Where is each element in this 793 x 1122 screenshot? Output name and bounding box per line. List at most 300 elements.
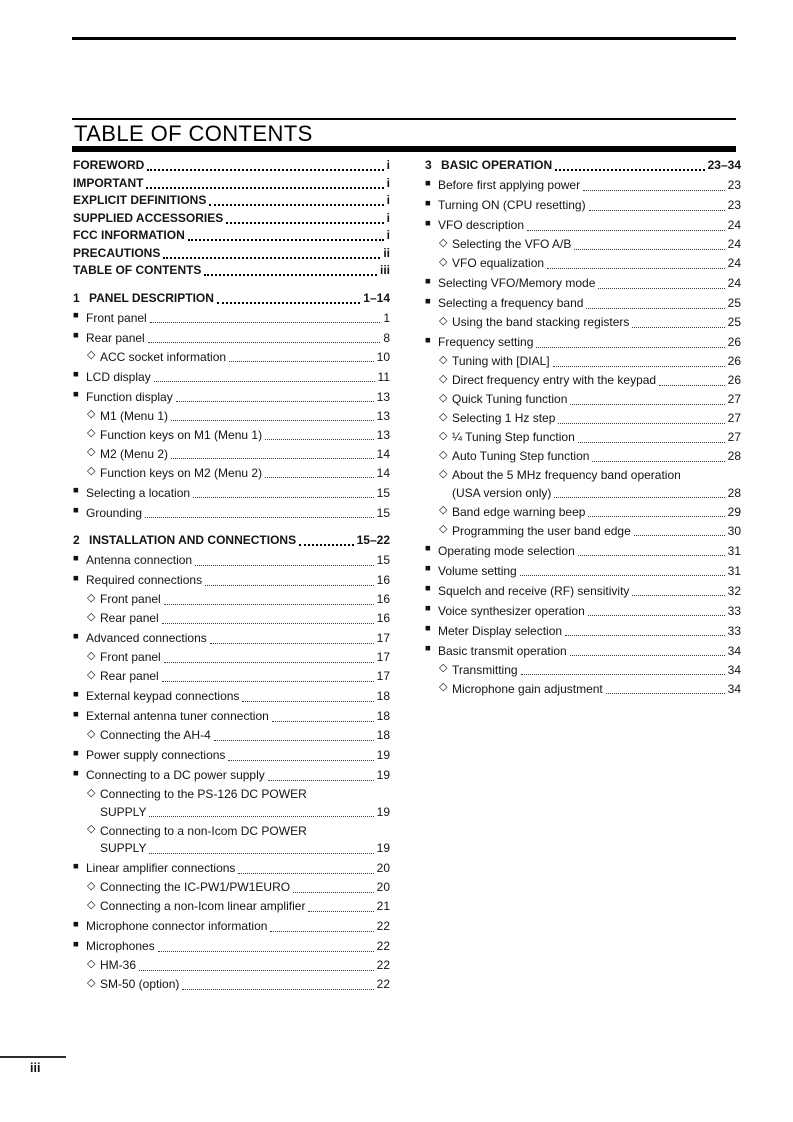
toc-entry [73, 785, 390, 822]
entry-line [425, 540, 741, 560]
entry-label: Power supply connections [86, 748, 226, 762]
entry-page: iii [379, 263, 390, 277]
diamond-bullet-icon: ◇ [87, 610, 96, 623]
entry-label: PRECAUTIONS [73, 245, 161, 260]
entry-label: HM-36 [100, 958, 137, 972]
diamond-bullet-icon: ◇ [87, 823, 96, 835]
diamond-bullet-icon: ◇ [439, 391, 448, 404]
section-title: PANEL DESCRIPTION [89, 290, 214, 305]
square-bullet-icon: ■ [73, 310, 79, 321]
diamond-bullet-icon: ◇ [87, 427, 96, 439]
dot-leader [583, 190, 725, 191]
toc-entry [425, 640, 741, 660]
toc-entry [73, 878, 390, 897]
entry-line [73, 706, 390, 726]
toc-entry [73, 570, 390, 590]
entry-label: ¼ Tuning Step function [452, 430, 575, 444]
entry-label: External antenna tuner connection [86, 709, 269, 723]
entry-page: i [386, 210, 390, 225]
toc-entry [73, 502, 390, 522]
entry-label: Selecting VFO/Memory mode [438, 276, 596, 290]
entry-label: Required connections [86, 573, 203, 587]
entry-page: 28 [727, 449, 741, 463]
entry-label: Volume setting [438, 563, 517, 578]
toc-entry [73, 706, 390, 726]
entry-label: Auto Tuning Step function [452, 449, 590, 463]
diamond-bullet-icon: ◇ [439, 314, 448, 327]
entry-line [73, 916, 390, 936]
square-bullet-icon: ■ [425, 643, 431, 654]
entry-line [73, 726, 390, 745]
title-underline-bar [72, 146, 736, 152]
entry-line [73, 570, 390, 590]
entry-line [425, 332, 741, 352]
entry-label: Microphone connector information [86, 919, 268, 933]
toc-entry [73, 686, 390, 706]
dot-leader [147, 169, 383, 171]
entry-line [73, 745, 390, 765]
diamond-bullet-icon: ◇ [87, 649, 96, 662]
entry-page: 1 [383, 310, 390, 325]
dot-leader [226, 222, 383, 224]
toc-entry [73, 858, 390, 878]
front-matter-entry [73, 227, 390, 245]
entry-line [425, 580, 741, 600]
toc-entry [73, 916, 390, 936]
entry-page: 22 [376, 958, 390, 972]
entry-page: 23 [727, 198, 741, 212]
diamond-bullet-icon: ◇ [439, 410, 448, 423]
entry-line [425, 502, 741, 521]
square-bullet-icon: ■ [73, 630, 79, 642]
toc-entry [73, 366, 390, 386]
entry-page: 19 [376, 768, 390, 782]
toc-entry [73, 936, 390, 956]
entry-label: Function keys on M2 (Menu 2) [100, 465, 263, 480]
entry-line [425, 215, 741, 235]
entry-line [425, 293, 741, 313]
entry-label: Front panel [100, 592, 161, 606]
entry-continuation-line [73, 804, 390, 822]
toc-entry [425, 620, 741, 640]
entry-label: Turning ON (CPU resetting) [438, 198, 586, 212]
dot-leader [149, 853, 373, 854]
toc-entry [425, 560, 741, 580]
dot-leader [598, 288, 724, 289]
entry-page: 25 [727, 315, 741, 329]
entry-label: Rear panel [100, 611, 159, 625]
entry-line [73, 936, 390, 956]
dot-leader [171, 420, 374, 421]
diamond-bullet-icon: ◇ [87, 668, 96, 681]
square-bullet-icon: ■ [73, 369, 79, 380]
entry-label: Rear panel [100, 669, 159, 683]
toc-left-column [73, 157, 390, 994]
dot-leader [195, 565, 374, 566]
entry-line [73, 878, 390, 897]
entry-page: 13 [376, 408, 390, 423]
square-bullet-icon: ■ [425, 334, 431, 346]
toc-entry [425, 679, 741, 698]
entry-page: 24 [727, 237, 741, 251]
entry-label: Basic transmit operation [438, 643, 567, 658]
dot-leader [606, 693, 725, 694]
entry-line [425, 254, 741, 273]
entry-line [425, 620, 741, 640]
dot-leader [164, 662, 374, 663]
diamond-bullet-icon: ◇ [87, 591, 96, 604]
square-bullet-icon: ■ [425, 217, 431, 229]
dot-leader [242, 701, 373, 702]
toc-entry [425, 254, 741, 273]
entry-line [73, 550, 390, 570]
entry-page: 8 [383, 330, 390, 345]
dot-leader [553, 366, 725, 367]
toc-entry [425, 273, 741, 293]
entry-label: Transmitting [452, 662, 518, 677]
footer-page-number: iii [30, 1061, 41, 1075]
diamond-bullet-icon: ◇ [439, 523, 448, 535]
entry-line [73, 307, 390, 327]
entry-page: 18 [376, 709, 390, 723]
entry-line [73, 482, 390, 502]
entry-page: 17 [376, 631, 390, 645]
entry-page: 19 [376, 804, 390, 819]
square-bullet-icon: ■ [73, 389, 79, 400]
entry-label: SUPPLY [100, 804, 147, 819]
entry-page: 10 [376, 349, 390, 364]
dot-leader [570, 404, 724, 405]
entry-line [73, 444, 390, 463]
dot-leader [139, 970, 374, 971]
entry-line [73, 765, 390, 785]
dot-leader [521, 674, 725, 675]
toc-entry [425, 215, 741, 235]
entry-page: 17 [376, 650, 390, 664]
entry-line [425, 560, 741, 580]
dot-leader [520, 575, 725, 576]
entry-page: 17 [376, 669, 390, 683]
entry-page: i [386, 175, 390, 190]
entry-label: Band edge warning beep [452, 504, 586, 519]
diamond-bullet-icon: ◇ [439, 372, 448, 385]
entry-label: About the 5 MHz frequency band operation [452, 468, 681, 482]
toc-entry [73, 425, 390, 444]
footer-rule [0, 1056, 66, 1058]
entry-line [73, 502, 390, 522]
entry-label: Frequency setting [438, 335, 534, 349]
diamond-bullet-icon: ◇ [439, 255, 448, 268]
toc-entry [73, 897, 390, 916]
toc-entry [425, 293, 741, 313]
dot-leader [592, 461, 724, 462]
entry-label: M2 (Menu 2) [100, 446, 169, 461]
entry-line [425, 235, 741, 254]
diamond-bullet-icon: ◇ [439, 681, 448, 693]
toc-entry [73, 609, 390, 628]
entry-line [425, 390, 741, 409]
toc-entry [425, 195, 741, 215]
front-matter-entry [73, 262, 390, 280]
title-top-line [72, 118, 736, 120]
square-bullet-icon: ■ [425, 295, 431, 307]
square-bullet-icon: ■ [425, 177, 431, 189]
entry-page: 26 [727, 335, 741, 349]
entry-label: Microphone gain adjustment [452, 681, 603, 696]
dot-leader [547, 268, 725, 269]
front-matter-entry [73, 175, 390, 193]
section-number: 3 [425, 158, 432, 172]
square-bullet-icon: ■ [73, 688, 79, 700]
entry-line [425, 466, 741, 485]
entry-page: ii [383, 245, 390, 260]
entry-page: 19 [376, 841, 390, 855]
entry-label: Selecting the VFO A/B [452, 237, 572, 251]
entry-page: 27 [727, 392, 741, 406]
section-title: INSTALLATION AND CONNECTIONS [89, 533, 297, 547]
entry-page: 15 [376, 485, 390, 500]
toc-entry [73, 667, 390, 686]
entry-label: Front panel [100, 650, 161, 664]
diamond-bullet-icon: ◇ [439, 504, 448, 516]
section-pages: 23–34 [707, 158, 741, 172]
entry-label: Advanced connections [86, 631, 207, 645]
entry-label: TABLE OF CONTENTS [73, 263, 202, 277]
toc-entry [73, 956, 390, 975]
diamond-bullet-icon: ◇ [87, 349, 96, 361]
toc-entry [425, 235, 741, 254]
square-bullet-icon: ■ [73, 708, 79, 720]
toc-entry [73, 975, 390, 994]
dot-leader [632, 595, 724, 596]
diamond-bullet-icon: ◇ [87, 898, 96, 911]
dot-leader [214, 740, 374, 741]
toc-entry [73, 347, 390, 366]
toc-entry [73, 726, 390, 745]
entry-page: 20 [376, 861, 390, 875]
entry-page: 16 [376, 592, 390, 606]
entry-label: Direct frequency entry with the keypad [452, 373, 657, 387]
entry-page: 11 [377, 369, 390, 384]
toc-entry [425, 600, 741, 620]
entry-label: SUPPLY [100, 841, 147, 855]
dot-leader [162, 681, 374, 682]
toc-entry [73, 482, 390, 502]
square-bullet-icon: ■ [425, 583, 431, 594]
entry-label: Using the band stacking registers [452, 315, 630, 329]
entry-page: 31 [727, 543, 741, 558]
entry-label: VFO description [438, 218, 525, 232]
entry-label: VFO equalization [452, 256, 545, 270]
dot-leader [229, 361, 374, 362]
entry-continuation-line [425, 485, 741, 503]
front-matter-block [73, 157, 390, 280]
entry-line [73, 667, 390, 686]
toc-entry [73, 327, 390, 347]
square-bullet-icon: ■ [73, 747, 79, 759]
toc-entry [425, 371, 741, 390]
diamond-bullet-icon: ◇ [439, 429, 448, 442]
diamond-bullet-icon: ◇ [439, 467, 448, 480]
dot-leader [238, 873, 373, 874]
dot-leader [265, 477, 374, 478]
section-header [73, 290, 390, 308]
entry-page: 15 [376, 553, 390, 567]
entry-line [425, 447, 741, 466]
toc-entry [425, 332, 741, 352]
dot-leader [270, 931, 373, 932]
entry-label: Connecting a non-Icom linear amplifier [100, 899, 306, 913]
entry-line [73, 975, 390, 994]
entry-label: Voice synthesizer operation [438, 603, 585, 618]
entry-line [425, 352, 741, 371]
section-number: 2 [73, 533, 80, 547]
entry-page: 34 [727, 662, 741, 677]
toc-entry [73, 386, 390, 406]
entry-page: 26 [727, 373, 741, 387]
dot-leader [154, 381, 375, 382]
entry-label: Quick Tuning function [452, 392, 568, 406]
entry-page: 16 [376, 573, 390, 587]
section-header [425, 157, 741, 175]
entry-page: 29 [727, 504, 741, 519]
toc-entry [73, 406, 390, 425]
entry-line [425, 273, 741, 293]
square-bullet-icon: ■ [73, 330, 79, 341]
dot-leader [145, 517, 374, 518]
dot-leader [162, 623, 374, 624]
page-title: TABLE OF CONTENTS [74, 121, 313, 146]
toc-entry [73, 628, 390, 648]
entry-label: SUPPLIED ACCESSORIES [73, 210, 224, 225]
entry-page: 24 [727, 218, 741, 232]
entry-page: i [386, 228, 390, 242]
dot-leader [210, 643, 374, 644]
entry-page: 34 [727, 681, 741, 696]
dot-leader [217, 302, 360, 304]
dot-leader [205, 585, 374, 586]
square-bullet-icon: ■ [73, 552, 79, 564]
entry-label: FCC INFORMATION [73, 228, 185, 242]
diamond-bullet-icon: ◇ [439, 662, 448, 674]
toc-section [73, 532, 390, 994]
toc-entry [73, 745, 390, 765]
dot-leader [228, 760, 373, 761]
entry-label: Rear panel [86, 330, 145, 345]
front-matter-entry [73, 192, 390, 210]
dot-leader [182, 989, 373, 990]
entry-label: FOREWORD [73, 158, 145, 172]
dot-leader [527, 230, 725, 231]
entry-label: Grounding [86, 505, 143, 520]
dot-leader [632, 327, 724, 328]
square-bullet-icon: ■ [425, 197, 431, 209]
diamond-bullet-icon: ◇ [87, 879, 96, 892]
entry-label: ACC socket information [100, 349, 227, 364]
entry-label: Programming the user band edge [452, 523, 631, 538]
toc-entry [425, 390, 741, 409]
square-bullet-icon: ■ [425, 275, 431, 287]
square-bullet-icon: ■ [425, 543, 431, 554]
entry-label: Selecting a location [86, 485, 191, 500]
entry-line [73, 327, 390, 347]
entry-page: 20 [376, 880, 390, 894]
dot-leader [586, 308, 724, 309]
entry-page: 28 [727, 485, 741, 500]
toc-entry [425, 521, 741, 540]
dot-leader [148, 342, 381, 343]
entry-page: 33 [727, 603, 741, 618]
square-bullet-icon: ■ [73, 485, 79, 496]
diamond-bullet-icon: ◇ [87, 976, 96, 989]
entry-page: 14 [376, 446, 390, 461]
entry-line [73, 785, 390, 804]
entry-label: Squelch and receive (RF) sensitivity [438, 583, 630, 598]
toc-entry [425, 540, 741, 560]
entry-line [425, 409, 741, 428]
entry-label: Selecting a frequency band [438, 296, 584, 310]
entry-label: EXPLICIT DEFINITIONS [73, 193, 207, 207]
dot-leader [150, 322, 381, 323]
entry-page: 22 [376, 977, 390, 991]
entry-line [73, 897, 390, 916]
toc-entry [73, 821, 390, 858]
entry-page: 30 [727, 523, 741, 538]
toc-entry [73, 765, 390, 785]
dot-leader [555, 169, 705, 171]
dot-leader [588, 516, 724, 517]
toc-entry [73, 307, 390, 327]
dot-leader [578, 442, 725, 443]
entry-page: 15 [376, 505, 390, 520]
entry-page: 18 [376, 728, 390, 742]
entry-label: Connecting the IC-PW1/PW1EURO [100, 880, 291, 894]
dot-leader [268, 780, 374, 781]
diamond-bullet-icon: ◇ [87, 786, 96, 799]
entry-label: LCD display [86, 369, 151, 384]
square-bullet-icon: ■ [73, 860, 79, 872]
entry-line [73, 686, 390, 706]
entry-line [73, 463, 390, 482]
toc-entry [73, 463, 390, 482]
entry-label: Microphones [86, 939, 155, 953]
entry-line [73, 648, 390, 667]
dot-leader [308, 911, 373, 912]
toc-section [73, 290, 390, 523]
entry-page: 24 [727, 256, 741, 270]
square-bullet-icon: ■ [425, 603, 431, 614]
entry-line [425, 313, 741, 332]
dot-leader [588, 615, 725, 616]
diamond-bullet-icon: ◇ [87, 408, 96, 420]
dot-leader [536, 347, 724, 348]
front-matter-entry [73, 245, 390, 263]
diamond-bullet-icon: ◇ [87, 465, 96, 477]
entry-page: 22 [376, 939, 390, 953]
entry-page: 24 [727, 276, 741, 290]
entry-page: 16 [376, 611, 390, 625]
entry-page: 18 [376, 689, 390, 703]
entry-page: 26 [727, 354, 741, 368]
entry-line [73, 590, 390, 609]
entry-line [73, 347, 390, 366]
entry-label: Connecting to a DC power supply [86, 768, 265, 782]
dot-leader [558, 423, 724, 424]
entry-label: Meter Display selection [438, 623, 563, 638]
dot-leader [589, 210, 725, 211]
entry-page: 32 [727, 583, 741, 598]
entry-line [425, 660, 741, 679]
